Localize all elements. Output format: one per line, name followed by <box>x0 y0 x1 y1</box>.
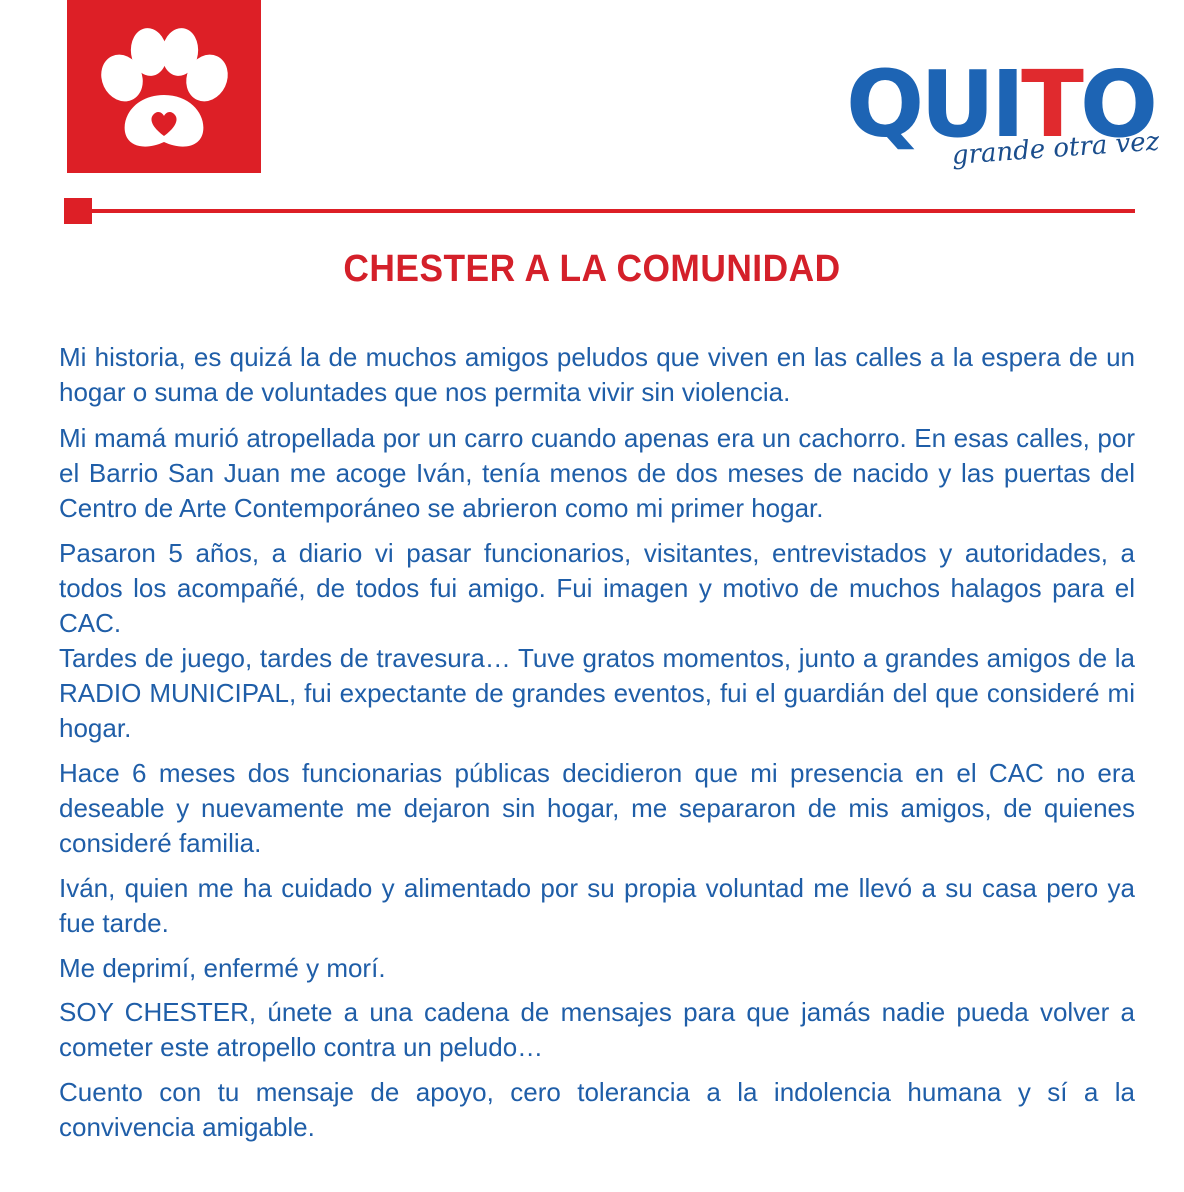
quito-tagline: grande otra vez <box>950 126 1161 171</box>
paragraph: Hace 6 meses dos funcionarias públicas decidieron que mi presencia en el CAC no era deseable y nuevamente me dejaron sin hogar, me separaron de mis amigos, de quienes consideré familia. <box>59 758 1135 858</box>
paragraph: Cuento con tu mensaje de apoyo, cero tolerancia a la indolencia humana y sí a la convivencia amigable. <box>59 1077 1135 1142</box>
story-body <box>59 340 1135 1145</box>
paragraph: Tardes de juego, tardes de travesura… Tuve gratos momentos, junto a grandes amigos de la RADIO MUNICIPAL, fui expectante de grandes eventos, fui el guardián del que consideré mi hogar. <box>59 643 1135 743</box>
paragraph: Mi mamá murió atropellada por un carro cuando apenas era un cachorro. En esas calles, por el Barrio San Juan me acoge Iván, tenía menos de dos meses de nacido y las puertas del Centro de Arte Contemporáneo se abrieron como mi primer hogar. <box>59 423 1135 523</box>
paragraph: SOY CHESTER, únete a una cadena de mensajes para que jamás nadie pueda volver a cometer este atropello contra un peludo… <box>59 997 1135 1062</box>
paragraph: Pasaron 5 años, a diario vi pasar funcionarios, visitantes, entrevistados y autoridades, a todos los acompañé, de todos fui amigo. Fui imagen y motivo de muchos halagos para el CAC. <box>59 538 1135 638</box>
quito-logo <box>840 51 1161 185</box>
paragraph: Mi historia, es quizá la de muchos amigos peludos que viven en las calles a la espera de un hogar o suma de voluntades que nos permita vivir sin violencia. <box>59 342 1135 407</box>
divider-line <box>90 209 1135 213</box>
paragraph: Iván, quien me ha cuidado y alimentado por su propia voluntad me llevó a su casa pero ya fue tarde. <box>59 873 1135 938</box>
paragraph: Me deprimí, enfermé y morí. <box>59 953 386 983</box>
paw-logo <box>67 0 261 173</box>
paw-heart-icon <box>67 0 261 173</box>
quito-wordmark: QUITO <box>846 51 1155 158</box>
divider-square <box>64 198 92 224</box>
page-title: CHESTER A LA COMUNIDAD <box>343 248 841 290</box>
